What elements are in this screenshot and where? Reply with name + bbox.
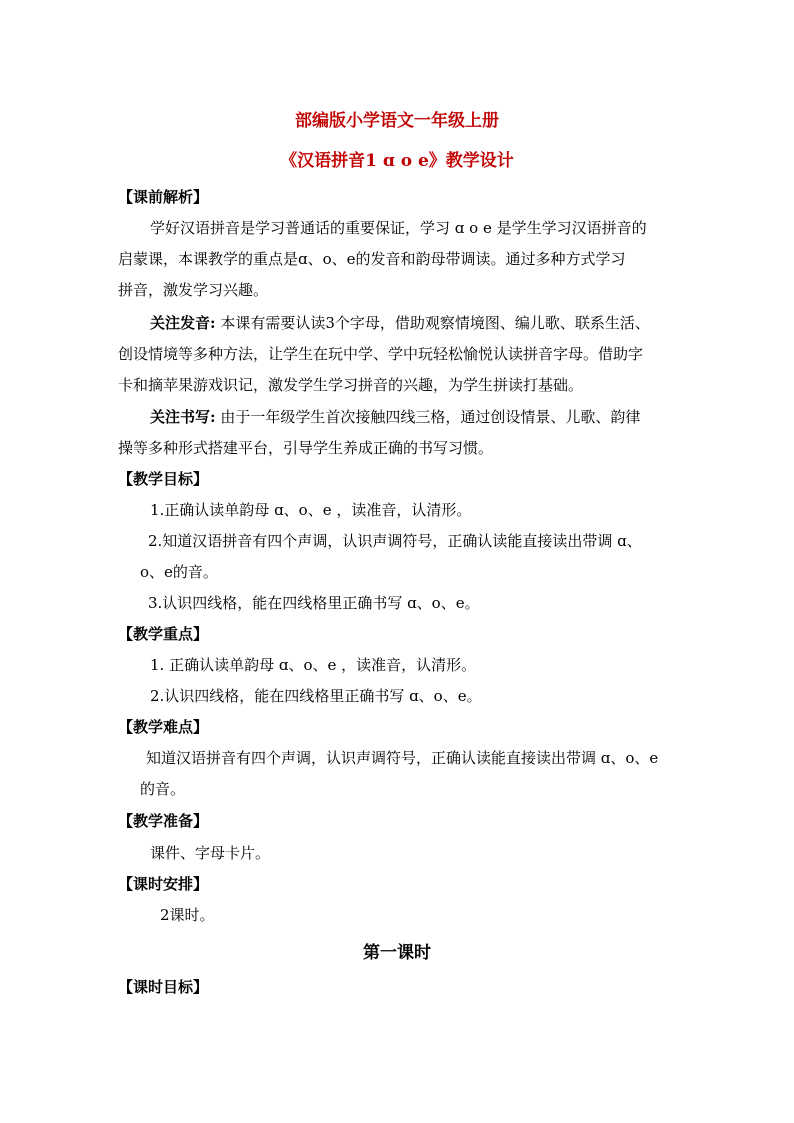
lead-text: 关注发音: xyxy=(150,314,216,332)
list-item: 1. 正确认读单韵母 ɑ、o、e ，读准音，认清形。 xyxy=(150,656,477,674)
paragraph-line: 卡和摘苹果游戏识记，激发学生学习拼音的兴趣，为学生拼读打基础。 xyxy=(118,376,584,394)
paragraph-line: 拼音，激发学习兴趣。 xyxy=(118,281,269,299)
list-item: 2.认识四线格，能在四线格里正确书写 ɑ、o、e。 xyxy=(150,687,482,705)
paragraph-line: 启蒙课，本课教学的重点是ɑ、o、e的发音和韵母带调读。通过多种方式学习 xyxy=(118,250,626,268)
paragraph-line: 课件、字母卡片。 xyxy=(150,844,271,862)
section-heading-pre-analysis: 【课前解析】 xyxy=(118,188,209,206)
document-subtitle: 《汉语拼音1 ɑ o e》教学设计 xyxy=(280,151,514,171)
paragraph-line xyxy=(150,312,650,333)
section-heading-goals: 【教学目标】 xyxy=(118,470,209,488)
section-heading-preparation: 【教学准备】 xyxy=(118,812,209,830)
section-heading-difficulties: 【教学难点】 xyxy=(118,718,209,736)
list-item: 1.正确认读单韵母 ɑ、o、e ，读准音，认清形。 xyxy=(150,501,472,519)
body-text: 由于一年级学生首次接触四线三格，通过创设情景、儿歌、韵律 xyxy=(215,408,641,426)
list-item: o、e的音。 xyxy=(140,563,218,581)
paragraph-line: 的音。 xyxy=(140,780,186,798)
paragraph-line: 学好汉语拼音是学习普通话的重要保证，学习 ɑ o e 是学生学习汉语拼音的 xyxy=(150,219,647,237)
paragraph-line: 2课时。 xyxy=(160,906,215,924)
section-heading-schedule: 【课时安排】 xyxy=(118,875,209,893)
document-title: 部编版小学语文一年级上册 xyxy=(295,111,499,131)
list-item: 2.知道汉语拼音有四个声调，认识声调符号，正确认读能直接读出带调 ɑ、 xyxy=(148,532,642,550)
paragraph-line: 创设情境等多种方法，让学生在玩中学、学中玩轻松愉悦认读拼音字母。借助字 xyxy=(118,345,644,363)
lead-text: 关注书写: xyxy=(150,408,216,426)
section-heading-key-points: 【教学重点】 xyxy=(118,625,209,643)
body-text: 本课有需要认读3个字母，借助观察情境图、编儿歌、联系生活、 xyxy=(215,314,650,332)
section-heading-lesson-goals: 【课时目标】 xyxy=(118,978,209,996)
list-item: 3.认识四线格，能在四线格里正确书写 ɑ、o、e。 xyxy=(148,594,480,612)
paragraph-line: 知道汉语拼音有四个声调，认识声调符号，正确认读能直接读出带调 ɑ、o、e xyxy=(146,749,659,767)
paragraph-line xyxy=(150,406,640,427)
paragraph-line: 操等多种形式搭建平台，引导学生养成正确的书写习惯。 xyxy=(118,439,494,457)
lesson-title: 第一课时 xyxy=(363,943,431,963)
